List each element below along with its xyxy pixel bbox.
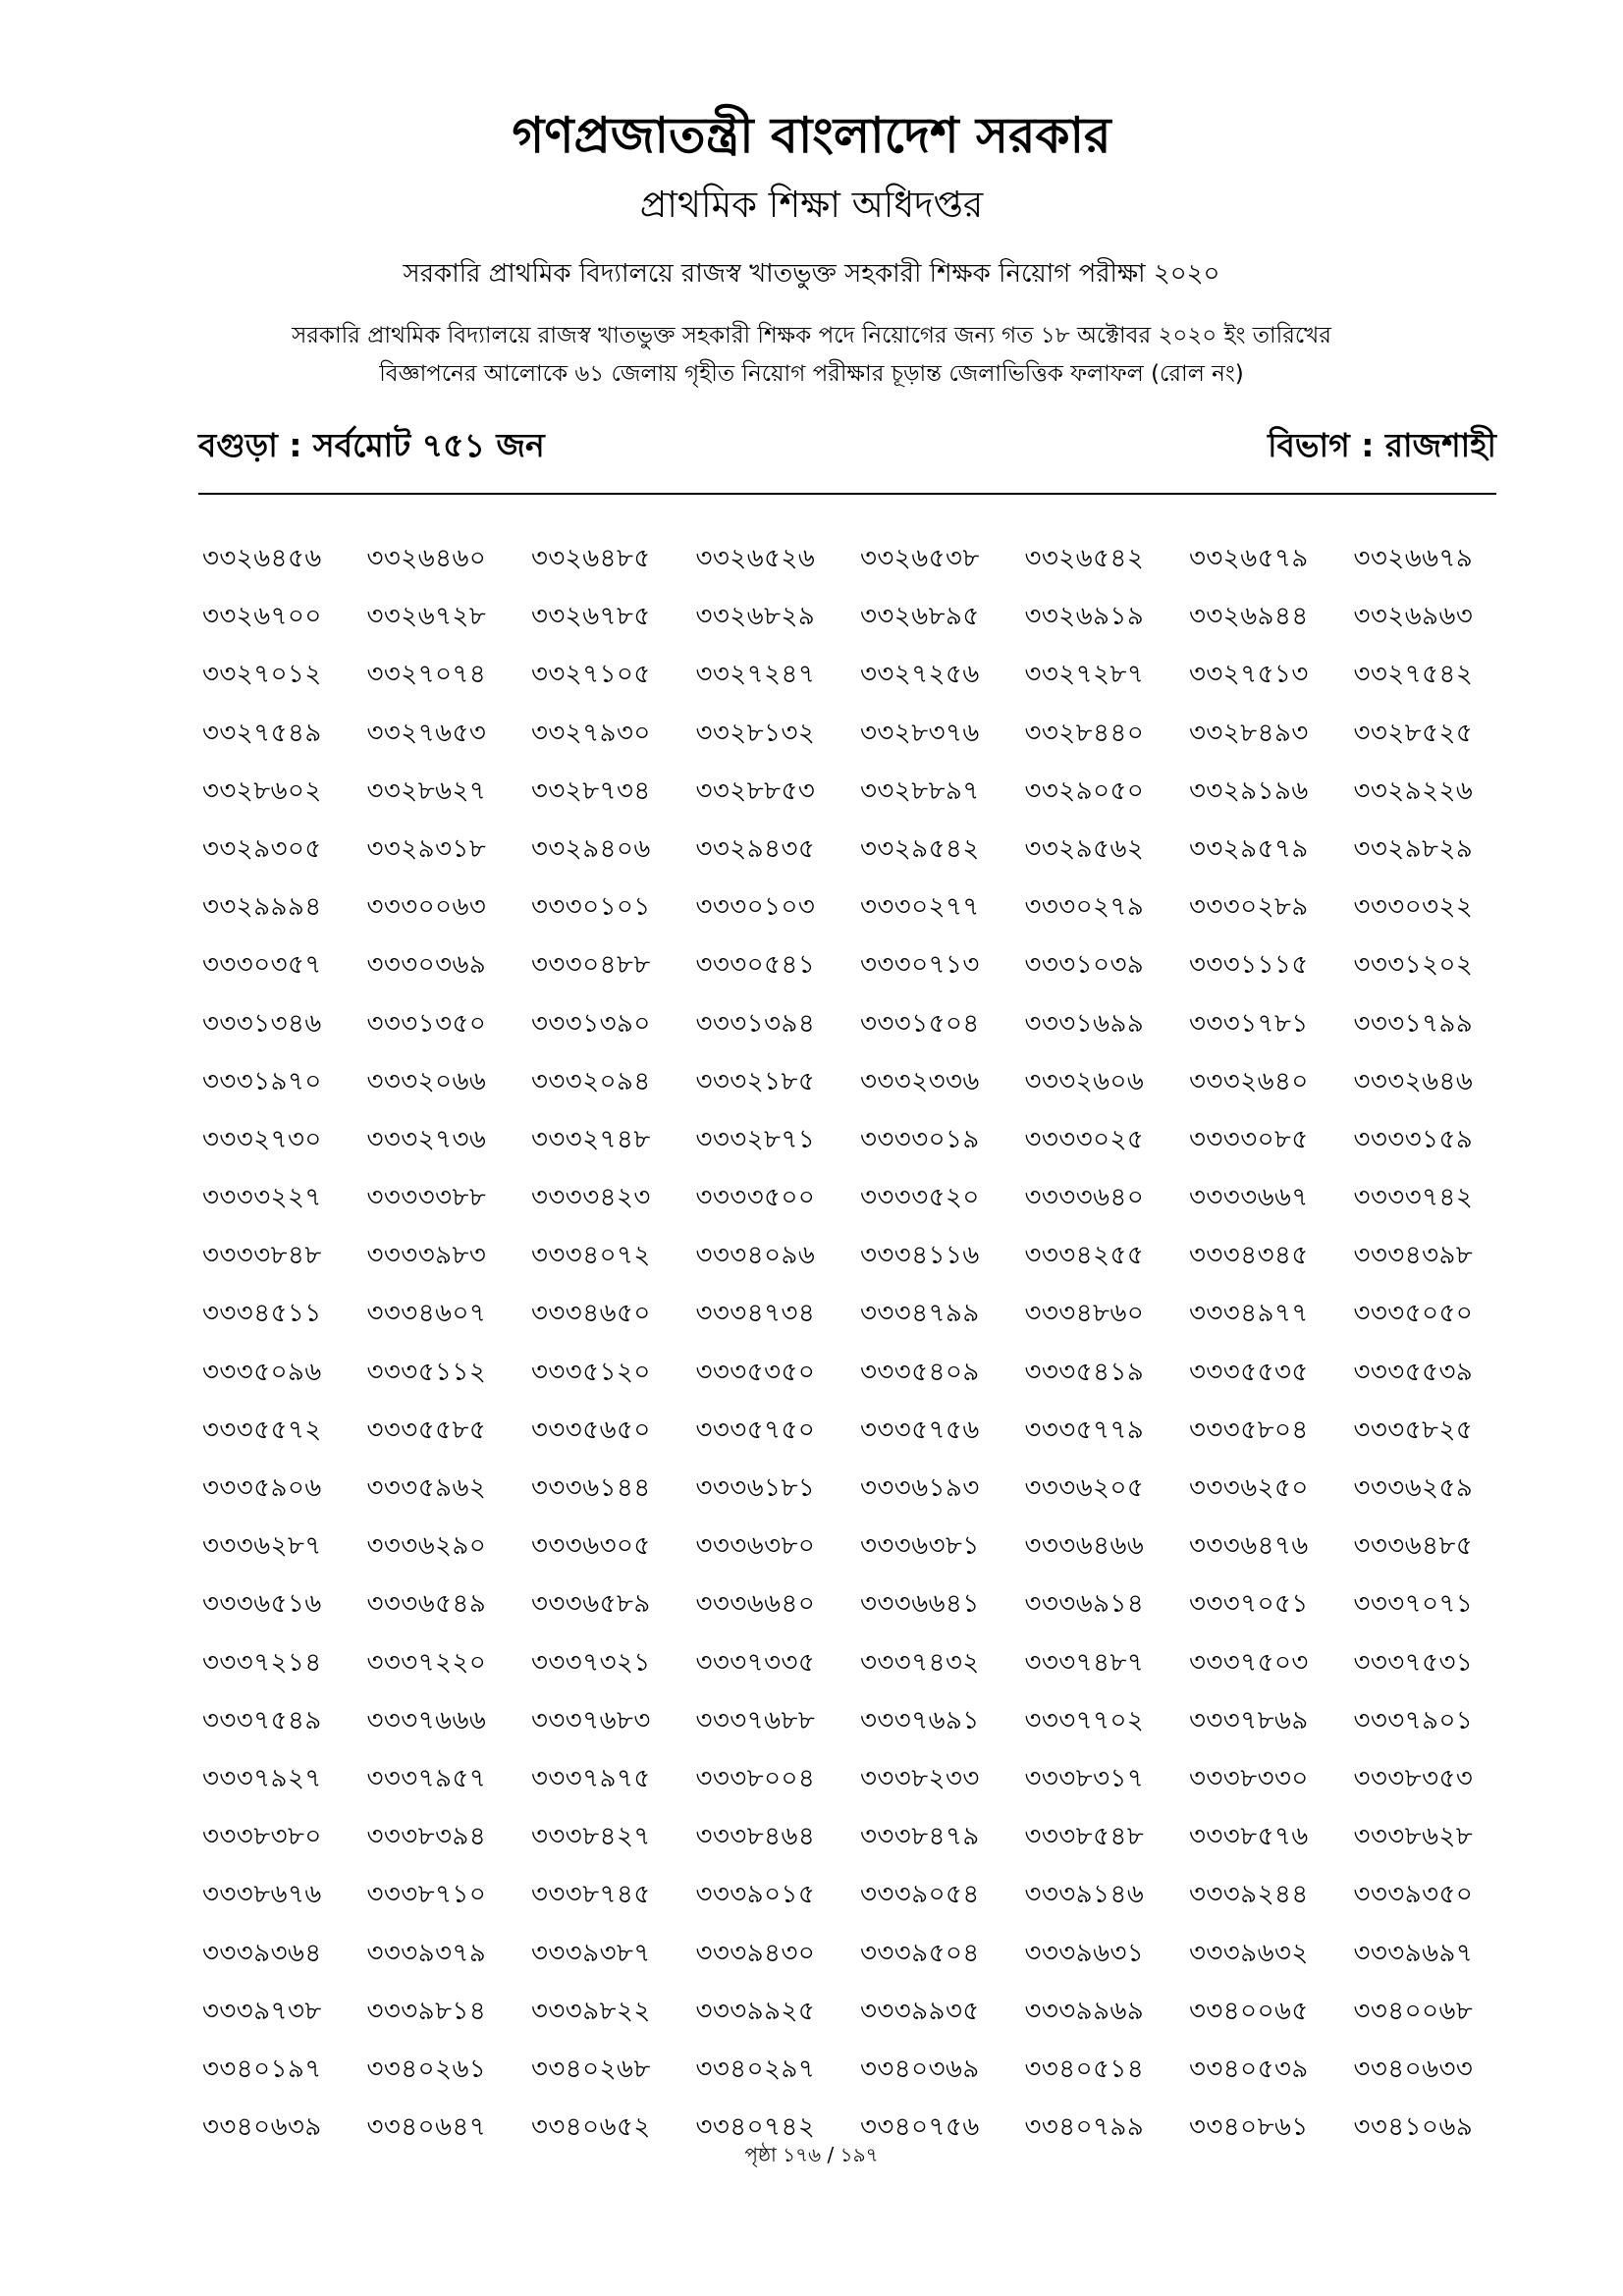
roll-number: ৩৩৩২৬০৬ xyxy=(1024,1066,1145,1096)
roll-number: ৩৩৩১০৩৯ xyxy=(1024,950,1145,981)
page-number: পৃষ্ঠা ১৭৬ / ১৯৭ xyxy=(744,2143,879,2166)
roll-number: ৩৩৩৫০৯৬ xyxy=(202,1357,322,1387)
roll-number: ৩৩৩৫৭৭৯ xyxy=(1024,1415,1145,1445)
roll-number: ৩৩৩৫৫৮৫ xyxy=(366,1415,487,1445)
roll-number: ৩৩২৯৫৬২ xyxy=(1024,833,1145,864)
roll-number: ৩৩৩৩৩৮৮ xyxy=(366,1183,487,1213)
roll-number: ৩৩৩৪১১৬ xyxy=(860,1241,980,1271)
roll-number: ৩৩২৬৮২৯ xyxy=(695,602,816,632)
roll-number: ৩৩৩১৯৭০ xyxy=(202,1066,322,1096)
roll-number: ৩৩২৮৪৯৩ xyxy=(1189,718,1309,748)
roll-number: ৩৩৩৫৭৫০ xyxy=(695,1415,816,1445)
roll-number: ৩৩২৬৭২৮ xyxy=(366,602,487,632)
roll-number: ৩৩৩৫৬৫০ xyxy=(531,1415,651,1445)
roll-number: ৩৩৩৪০৯৬ xyxy=(695,1241,816,1271)
roll-number: ৩৩৩৭৫০৩ xyxy=(1189,1647,1309,1678)
government-title: গণপ্রজাতন্ত্রী বাংলাদেশ সরকার xyxy=(512,107,1111,164)
roll-number: ৩৩৩৭০৫১ xyxy=(1189,1589,1309,1620)
roll-number: ৩৩৩৩৪২৩ xyxy=(531,1183,651,1213)
roll-number: ৩৩৩৫১২০ xyxy=(531,1357,651,1387)
roll-number: ৩৩৩৩৬৬৭ xyxy=(1189,1183,1309,1213)
roll-number: ৩৩৪০৭৫৬ xyxy=(860,2112,980,2143)
roll-number: ৩৩২৮৩৭৬ xyxy=(860,718,980,748)
roll-number: ৩৩৩৬৩০৫ xyxy=(531,1531,651,1562)
roll-number: ৩৩৪০৬৩৯ xyxy=(202,2112,322,2143)
roll-number: ৩৩৩৩১৫৯ xyxy=(1353,1124,1474,1154)
roll-number: ৩৩৩৪৬৫০ xyxy=(531,1299,651,1329)
roll-number: ৩৩২৬৫৭৯ xyxy=(1189,544,1309,573)
roll-number: ৩৩৩৭৬৮৮ xyxy=(695,1705,816,1735)
roll-number: ৩৩২৬৪৮৫ xyxy=(531,544,651,573)
roll-number: ৩৩৩৫৪১৯ xyxy=(1024,1357,1145,1387)
roll-number: ৩৩৩৯১৪৬ xyxy=(1024,1880,1145,1910)
roll-number: ৩৩৩২৮৭১ xyxy=(695,1124,816,1154)
description-line-1: সরকারি প্রাথমিক বিদ্যালয়ে রাজস্ব খাতভুক্ত সহকারী শিক্ষক পদে নিয়োগের জন্য গত ১৮ অক্টোবর ২০২০ ইং তারিখের xyxy=(292,323,1331,348)
roll-number: ৩৩৩৪২৫৫ xyxy=(1024,1241,1145,1271)
roll-number: ৩৩৩৭৩২১ xyxy=(531,1647,651,1678)
district-header xyxy=(198,422,1496,471)
roll-number: ৩৩৩৯৩৬৪ xyxy=(202,1938,322,1968)
roll-number: ৩৩২৬৫৩৮ xyxy=(860,544,980,573)
roll-number: ৩৩৩৩৭৪২ xyxy=(1353,1183,1474,1213)
roll-number: ৩৩৩৫৫৩৫ xyxy=(1189,1357,1309,1387)
roll-number: ৩৩৩৬৬৪০ xyxy=(695,1589,816,1620)
roll-number: ৩৩২৬৪৫৬ xyxy=(202,544,322,573)
roll-number: ৩৩৪০০৬৮ xyxy=(1353,1996,1474,2026)
roll-number: ৩৩৩৩০২৫ xyxy=(1024,1124,1145,1154)
roll-number: ৩৩৩৯৮১৪ xyxy=(366,1996,487,2026)
roll-number: ৩৩৩৪৭৯৯ xyxy=(860,1299,980,1329)
roll-number: ৩৩৩০৩৫৭ xyxy=(202,950,322,981)
roll-number: ৩৩৩৮৫৪৮ xyxy=(1024,1822,1145,1852)
roll-number: ৩৩৩৮৩৯৪ xyxy=(366,1822,487,1852)
roll-number: ৩৩৩৯৯৬৯ xyxy=(1024,1996,1145,2026)
roll-number: ৩৩৩৯৬৩২ xyxy=(1189,1938,1309,1968)
roll-number: ৩৩২৭২৪৭ xyxy=(695,660,816,690)
roll-number: ৩৩৩৬৪৭৬ xyxy=(1189,1531,1309,1562)
roll-number: ৩৩৩৮৩৮০ xyxy=(202,1822,322,1852)
roll-number: ৩৩৩২০৬৬ xyxy=(366,1066,487,1096)
roll-number: ৩৩২৬৯৬৩ xyxy=(1353,602,1474,632)
roll-number-grid xyxy=(202,530,1518,2157)
roll-number: ৩৩৩৯৬৩১ xyxy=(1024,1938,1145,1968)
roll-number: ৩৩২৯৮২৯ xyxy=(1353,833,1474,864)
roll-number: ৩৩২৮৪৪০ xyxy=(1024,718,1145,748)
roll-number: ৩৩২৬৯১৯ xyxy=(1024,602,1145,632)
roll-number: ৩৩৩৬২৫০ xyxy=(1189,1473,1309,1503)
roll-number: ৩৩৩০৪৮৮ xyxy=(531,950,651,981)
roll-number: ৩৩৩০৭১৩ xyxy=(860,950,980,981)
roll-number: ৩৩৩৯০১৫ xyxy=(695,1880,816,1910)
roll-number: ৩৩৩২০৯৪ xyxy=(531,1066,651,1096)
roll-number: ৩৩৩১৩৯০ xyxy=(531,1008,651,1039)
roll-number: ৩৩৩৭৩৩৫ xyxy=(695,1647,816,1678)
roll-number: ৩৩৩৬৩৮০ xyxy=(695,1531,816,1562)
roll-number: ৩৩৩৭২২০ xyxy=(366,1647,487,1678)
roll-number: ৩৩৩৬১৯৩ xyxy=(860,1473,980,1503)
roll-number: ৩৩২৬৯৪৪ xyxy=(1189,602,1309,632)
roll-number: ৩৩৩৯৫০৪ xyxy=(860,1938,980,1968)
roll-number: ৩৩৩৯০৫৪ xyxy=(860,1880,980,1910)
roll-number: ৩৩৩৮৪২৭ xyxy=(531,1822,651,1852)
roll-number: ৩৩৪০৮৬১ xyxy=(1189,2112,1309,2143)
roll-number: ৩৩৩৬২৯০ xyxy=(366,1531,487,1562)
roll-number: ৩৩২৮৬০২ xyxy=(202,775,322,806)
roll-number: ৩৩৩৯৩৮৭ xyxy=(531,1938,651,1968)
roll-number: ৩৩৪০২৬১ xyxy=(366,2054,487,2084)
roll-number: ৩৩৩৫০৫০ xyxy=(1353,1299,1474,1329)
roll-number: ৩৩৩২১৮৫ xyxy=(695,1066,816,1096)
roll-number: ৩৩২৮৮৫৩ xyxy=(695,775,816,806)
roll-number: ৩৩২৯৩০৫ xyxy=(202,833,322,864)
roll-number: ৩৩২৬৭৮৫ xyxy=(531,602,651,632)
roll-number: ৩৩২৯৫৭৯ xyxy=(1189,833,1309,864)
roll-number: ৩৩৩১৭৯৯ xyxy=(1353,1008,1474,1039)
roll-number: ৩৩২৭৯৩০ xyxy=(531,718,651,748)
roll-number: ৩৩৩০১০৩ xyxy=(695,892,816,923)
roll-number: ৩৩৩০৫৪১ xyxy=(695,950,816,981)
roll-number: ৩৩৩১৩৫০ xyxy=(366,1008,487,1039)
roll-number: ৩৩৪০২৬৮ xyxy=(531,2054,651,2084)
roll-number: ৩৩৩৩৫২০ xyxy=(860,1183,980,1213)
roll-number: ৩৩৩৮৭১০ xyxy=(366,1880,487,1910)
roll-number: ৩৩৩৭৫৩১ xyxy=(1353,1647,1474,1678)
roll-number: ৩৩৩২৭৪৮ xyxy=(531,1124,651,1154)
roll-number: ৩৩৩০২৭৯ xyxy=(1024,892,1145,923)
roll-number: ৩৩২৮৬২৭ xyxy=(366,775,487,806)
roll-number: ৩৩২৮৭৩৪ xyxy=(531,775,651,806)
roll-number: ৩৩৩১১১৫ xyxy=(1189,950,1309,981)
roll-number: ৩৩৩৮৪৬৪ xyxy=(695,1822,816,1852)
roll-number: ৩৩৩৭৮৬৯ xyxy=(1189,1705,1309,1735)
roll-number: ৩৩৩৮৬২৮ xyxy=(1353,1822,1474,1852)
roll-number: ৩৩২৮৫২৫ xyxy=(1353,718,1474,748)
roll-number: ৩৩৩২৬৪৬ xyxy=(1353,1066,1474,1096)
roll-number: ৩৩৩৮০০৪ xyxy=(695,1763,816,1793)
roll-number: ৩৩৩৩৮৪৮ xyxy=(202,1241,322,1271)
roll-number: ৩৩৩৮৬৭৬ xyxy=(202,1880,322,1910)
roll-number: ৩৩৩৯৩৭৯ xyxy=(366,1938,487,1968)
roll-number: ৩৩৩৮৫৭৬ xyxy=(1189,1822,1309,1852)
roll-number: ৩৩২৬৫২৬ xyxy=(695,544,816,573)
roll-number: ৩৩৩৩৯৮৩ xyxy=(366,1241,487,1271)
roll-number: ৩৩৪০৭৪২ xyxy=(695,2112,816,2143)
roll-number: ৩৩৩১৩৪৬ xyxy=(202,1008,322,1039)
roll-number: ৩৩৩১৭৮১ xyxy=(1189,1008,1309,1039)
roll-number: ৩৩৩০২৮৯ xyxy=(1189,892,1309,923)
roll-number: ৩৩৩৯৯৩৫ xyxy=(860,1996,980,2026)
roll-number: ৩৩৩৭০৭১ xyxy=(1353,1589,1474,1620)
roll-number: ৩৩৩৪০৭২ xyxy=(531,1241,651,1271)
roll-number: ৩৩২৭৬৫৩ xyxy=(366,718,487,748)
roll-number: ৩৩৩৭৬৮৩ xyxy=(531,1705,651,1735)
roll-number: ৩৩২৯১৯৬ xyxy=(1189,775,1309,806)
roll-number: ৩৩৩৯৩৫০ xyxy=(1353,1880,1474,1910)
roll-number: ৩৩৩৭৯২৭ xyxy=(202,1763,322,1793)
roll-number: ৩৩৪০৫১৪ xyxy=(1024,2054,1145,2084)
roll-number: ৩৩৪০২৯৭ xyxy=(695,2054,816,2084)
roll-number: ৩৩৩৭৭০২ xyxy=(1024,1705,1145,1735)
roll-number: ৩৩৩৪৩৪৫ xyxy=(1189,1241,1309,1271)
roll-number: ৩৩৪০৬৩৩ xyxy=(1353,2054,1474,2084)
roll-number: ৩৩৩৬৫৪৯ xyxy=(366,1589,487,1620)
roll-number: ৩৩৩৬৬৪১ xyxy=(860,1589,980,1620)
roll-number: ৩৩৩৯৬৯৭ xyxy=(1353,1938,1474,1968)
roll-number: ৩৩৩৩০১৯ xyxy=(860,1124,980,1154)
roll-number: ৩৩৩৬৩৮১ xyxy=(860,1531,980,1562)
roll-number: ৩৩৩৪৫১১ xyxy=(202,1299,322,1329)
district-total: বগুড়া : সর্বমোট ৭৫১ জন xyxy=(198,426,545,464)
roll-number: ৩৩২৭০১২ xyxy=(202,660,322,690)
roll-number: ৩৩৩৫৭৫৬ xyxy=(860,1415,980,1445)
roll-number: ৩৩৩১৬৯৯ xyxy=(1024,1008,1145,1039)
roll-number: ৩৩৩৬৪৮৫ xyxy=(1353,1531,1474,1562)
roll-number: ৩৩৩৫১১২ xyxy=(366,1357,487,1387)
roll-number: ৩৩৩৭৯৫৭ xyxy=(366,1763,487,1793)
roll-number: ৩৩৩৫৯০৬ xyxy=(202,1473,322,1503)
roll-number: ৩৩৩৬২০৫ xyxy=(1024,1473,1145,1503)
roll-number: ৩৩৩৬২৫৯ xyxy=(1353,1473,1474,1503)
roll-number: ৩৩৩৩৫০০ xyxy=(695,1183,816,1213)
roll-number: ৩৩৩৭৯০১ xyxy=(1353,1705,1474,1735)
roll-number: ৩৩৩৯৪৩০ xyxy=(695,1938,816,1968)
roll-number: ৩৩৩৯৭৩৮ xyxy=(202,1996,322,2026)
roll-number: ৩৩৩৪৮৬০ xyxy=(1024,1299,1145,1329)
roll-number: ৩৩২৮৮৯৭ xyxy=(860,775,980,806)
roll-number: ৩৩২৮১৩২ xyxy=(695,718,816,748)
roll-number: ৩৩২৬৫৪২ xyxy=(1024,544,1145,573)
header-divider xyxy=(198,493,1496,495)
roll-number: ৩৩৩৭৬৬৬ xyxy=(366,1705,487,1735)
roll-number: ৩৩২৬৮৯৫ xyxy=(860,602,980,632)
roll-number: ৩৩৩৫৮২৫ xyxy=(1353,1415,1474,1445)
roll-number: ৩৩৩৬১৪৪ xyxy=(531,1473,651,1503)
roll-number: ৩৩২৯০৫০ xyxy=(1024,775,1145,806)
roll-number: ৩৩৩৫৯৬২ xyxy=(366,1473,487,1503)
division-name: বিভাগ : রাজশাহী xyxy=(1268,426,1496,464)
result-description xyxy=(196,317,1427,394)
roll-number: ৩৩৩১২০২ xyxy=(1353,950,1474,981)
roll-number: ৩৩৪০৫৩৯ xyxy=(1189,2054,1309,2084)
roll-number: ৩৩২৭২৫৬ xyxy=(860,660,980,690)
roll-number: ৩৩৩২৭৩৬ xyxy=(366,1124,487,1154)
roll-number: ৩৩৪১০৬৯ xyxy=(1353,2112,1474,2143)
roll-number: ৩৩৪০১৯৭ xyxy=(202,2054,322,2084)
roll-number: ৩৩৪০৬৪৭ xyxy=(366,2112,487,2143)
roll-number: ৩৩৩০৩২২ xyxy=(1353,892,1474,923)
roll-number: ৩৩২৯৯৯৪ xyxy=(202,892,322,923)
roll-number: ৩৩৪০৩৬৯ xyxy=(860,2054,980,2084)
roll-number: ৩৩৩৭৪৮৭ xyxy=(1024,1647,1145,1678)
roll-number: ৩৩৩৭৬৯১ xyxy=(860,1705,980,1735)
roll-number: ৩৩৩৭৫৪৯ xyxy=(202,1705,322,1735)
roll-number: ৩৩৩৫৪০৯ xyxy=(860,1357,980,1387)
roll-number: ৩৩৩২৬৪০ xyxy=(1189,1066,1309,1096)
roll-number: ৩৩২৬৪৬০ xyxy=(366,544,487,573)
roll-number: ৩৩৩০০৬৩ xyxy=(366,892,487,923)
description-line-2: বিজ্ঞাপনের আলোকে ৬১ জেলায় গৃহীত নিয়োগ পরীক্ষার চূড়ান্ত জেলাভিত্তিক ফলাফল (রোল নং) xyxy=(379,361,1244,387)
roll-number: ৩৩২৭৫৪২ xyxy=(1353,660,1474,690)
roll-number: ৩৩৩৭৪৩২ xyxy=(860,1647,980,1678)
roll-number: ৩৩৩৯৯২৫ xyxy=(695,1996,816,2026)
roll-number: ৩৩৩৪৭৩৪ xyxy=(695,1299,816,1329)
roll-number: ৩৩৩০১০১ xyxy=(531,892,651,923)
roll-number: ৩৩২৭২৮৭ xyxy=(1024,660,1145,690)
roll-number: ৩৩৩৮৩৫৩ xyxy=(1353,1763,1474,1793)
roll-number: ৩৩২৯৪৩৫ xyxy=(695,833,816,864)
roll-number: ৩৩৩৯৮২২ xyxy=(531,1996,651,2026)
roll-number: ৩৩২৭৫১৩ xyxy=(1189,660,1309,690)
roll-number: ৩৩৩৪৬০৭ xyxy=(366,1299,487,1329)
roll-number: ৩৩৩১৩৯৪ xyxy=(695,1008,816,1039)
roll-number: ৩৩২৭০৭৪ xyxy=(366,660,487,690)
roll-number: ৩৩২৬৭০০ xyxy=(202,602,322,632)
roll-number: ৩৩৩৬২৮৭ xyxy=(202,1531,322,1562)
roll-number: ৩৩২৯২২৬ xyxy=(1353,775,1474,806)
roll-number: ৩৩৩৮৩১৭ xyxy=(1024,1763,1145,1793)
roll-number: ৩৩২৯৩১৮ xyxy=(366,833,487,864)
roll-number: ৩৩৩২৩৩৬ xyxy=(860,1066,980,1096)
roll-number: ৩৩৩৬৫১৬ xyxy=(202,1589,322,1620)
department-title: প্রাথমিক শিক্ষা অধিদপ্তর xyxy=(639,184,984,226)
roll-number: ৩৩৩৭২১৪ xyxy=(202,1647,322,1678)
roll-number: ৩৩৩৪৩৯৮ xyxy=(1353,1241,1474,1271)
roll-number: ৩৩২৯৪০৬ xyxy=(531,833,651,864)
roll-number: ৩৩২৬৬৭৯ xyxy=(1353,544,1474,573)
roll-number: ৩৩৩৬৯১৪ xyxy=(1024,1589,1145,1620)
roll-number: ৩৩২৭৫৪৯ xyxy=(202,718,322,748)
roll-number: ৩৩৪০৬৫২ xyxy=(531,2112,651,2143)
roll-number: ৩৩৩৫৮০৪ xyxy=(1189,1415,1309,1445)
roll-number: ৩৩৩৬১৮১ xyxy=(695,1473,816,1503)
roll-number: ৩৩৩৮৩৩০ xyxy=(1189,1763,1309,1793)
roll-number: ৩৩২৭১০৫ xyxy=(531,660,651,690)
roll-number: ৩৩৩০২৭৭ xyxy=(860,892,980,923)
roll-number: ৩৩৩২৭৩০ xyxy=(202,1124,322,1154)
roll-number: ৩৩৩১৫০৪ xyxy=(860,1008,980,1039)
roll-number: ৩৩৩০৩৬৯ xyxy=(366,950,487,981)
roll-number: ৩৩২৯৫৪২ xyxy=(860,833,980,864)
roll-number: ৩৩৩৫৫৭২ xyxy=(202,1415,322,1445)
roll-number: ৩৩৩৮২৩৩ xyxy=(860,1763,980,1793)
roll-number: ৩৩৩৭৯৭৫ xyxy=(531,1763,651,1793)
roll-number: ৩৩৩৯২৪৪ xyxy=(1189,1880,1309,1910)
roll-number: ৩৩৩৬৪৬৬ xyxy=(1024,1531,1145,1562)
roll-number: ৩৩৪০৭৯৯ xyxy=(1024,2112,1145,2143)
roll-number: ৩৩৩৩২২৭ xyxy=(202,1183,322,1213)
roll-number: ৩৩৩৩৬৪০ xyxy=(1024,1183,1145,1213)
roll-number: ৩৩৩৫৩৫০ xyxy=(695,1357,816,1387)
roll-number: ৩৩৩৮৪৭৯ xyxy=(860,1822,980,1852)
roll-number: ৩৩৩৬৫৮৯ xyxy=(531,1589,651,1620)
roll-number: ৩৩৩৩০৮৫ xyxy=(1189,1124,1309,1154)
roll-number: ৩৩৩৫৫৩৯ xyxy=(1353,1357,1474,1387)
roll-number: ৩৩৩৮৭৪৫ xyxy=(531,1880,651,1910)
roll-number: ৩৩৩৪৯৭৭ xyxy=(1189,1299,1309,1329)
exam-title: সরকারি প্রাথমিক বিদ্যালয়ে রাজস্ব খাতভুক্ত সহকারী শিক্ষক নিয়োগ পরীক্ষা ২০২০ xyxy=(403,259,1220,289)
roll-number: ৩৩৪০০৬৫ xyxy=(1189,1996,1309,2026)
